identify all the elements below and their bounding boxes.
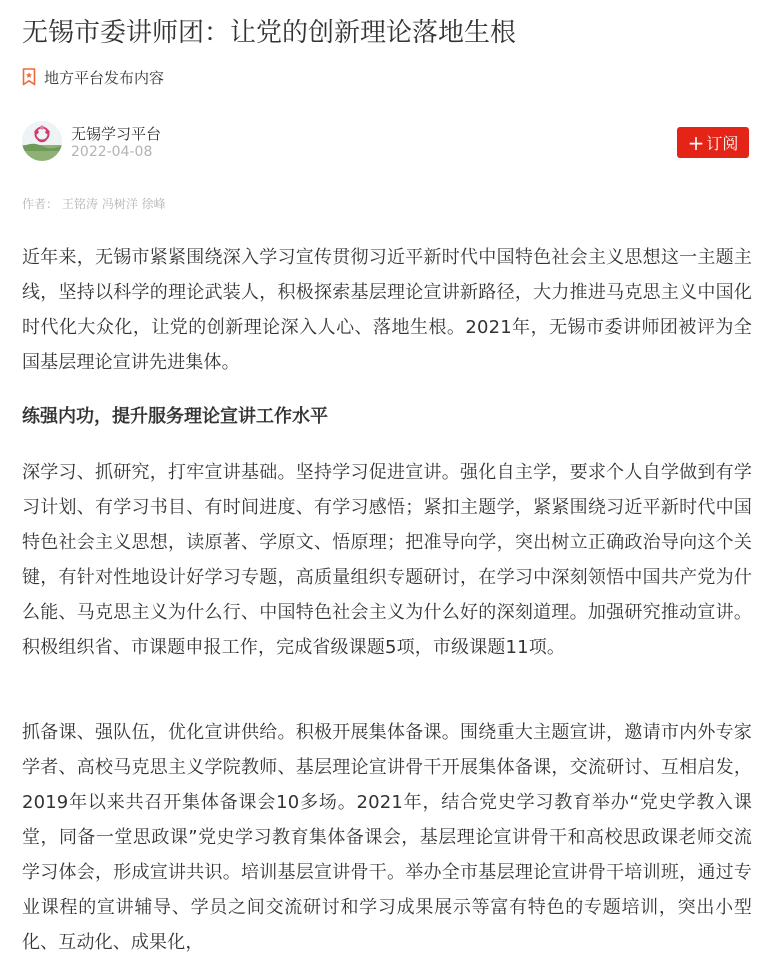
byline (22, 195, 166, 212)
byline-authors: 王铭涛 冯树洋 徐峰 (62, 197, 166, 211)
platform-name[interactable]: 无锡学习平台 (71, 125, 162, 143)
author-block (22, 121, 752, 165)
publish-date: 2022-04-08 (71, 144, 153, 160)
plus-icon: + (687, 130, 705, 155)
byline-prefix: 作者： (22, 197, 59, 211)
paragraph: 近年来，无锡市紧紧围绕深入学习宣传贯彻习近平新时代中国特色社会主义思想这一主题主线，坚持以科学的理论武装人，积极探索基层理论宣讲新路径，大力推进马克思主义中国化时代化大众化，让党的创新理论深入人心、落地生根。2021年，无锡市委讲师团被评为全国基层理论宣讲先进集体。 (22, 247, 752, 373)
platform-avatar[interactable] (22, 121, 62, 161)
section-heading: 练强内功，提升服务理论宣讲工作水平 (22, 406, 328, 427)
source-row (22, 66, 164, 88)
paragraph: 抓备课、强队伍，优化宣讲供给。积极开展集体备课。围绕重大主题宣讲，邀请市内外专家学者、高校马克思主义学院教师、基层理论宣讲骨干开展集体备课，交流研讨、互相启发，2019年以来共召开集体备课会10多场。2021年，结合党史学习教育举办“党史学教入课堂，同备一堂思政课”党史学习教育集体备课会，基层理论宣讲骨干和高校思政课老师交流学习体会，形成宣讲共识。培训基层宣讲骨干。举办全市基层理论宣讲骨干培训班，通过专业课程的宣讲辅导、学员之间交流研讨和学习成果展示等富有特色的专题培训，突出小型化、互动化、成果化， (22, 722, 752, 953)
bookmark-star-icon (22, 68, 36, 86)
source-label: 地方平台发布内容 (44, 68, 165, 87)
subscribe-label: 订阅 (706, 134, 739, 153)
article-title: 无锡市委讲师团：让党的创新理论落地生根 (22, 18, 517, 48)
paragraph: 深学习、抓研究，打牢宣讲基础。坚持学习促进宣讲。强化自主学，要求个人自学做到有学习计划、有学习书目、有时间进度、有学习感悟；紧扣主题学，紧紧围绕习近平新时代中国特色社会主义思想，读原著、学原文、悟原理；把准导向学，突出树立正确政治导向这个关键，有针对性地设计好学习专题，高质量组织专题研讨，在学习中深刻领悟中国共产党为什么能、马克思主义为什么行、中国特色社会主义为什么好的深刻道理。加强研究推动宣讲。积极组织省、市课题申报工作，完成省级课题5项，市级课题11项。 (22, 462, 752, 658)
subscribe-button[interactable] (677, 127, 749, 158)
